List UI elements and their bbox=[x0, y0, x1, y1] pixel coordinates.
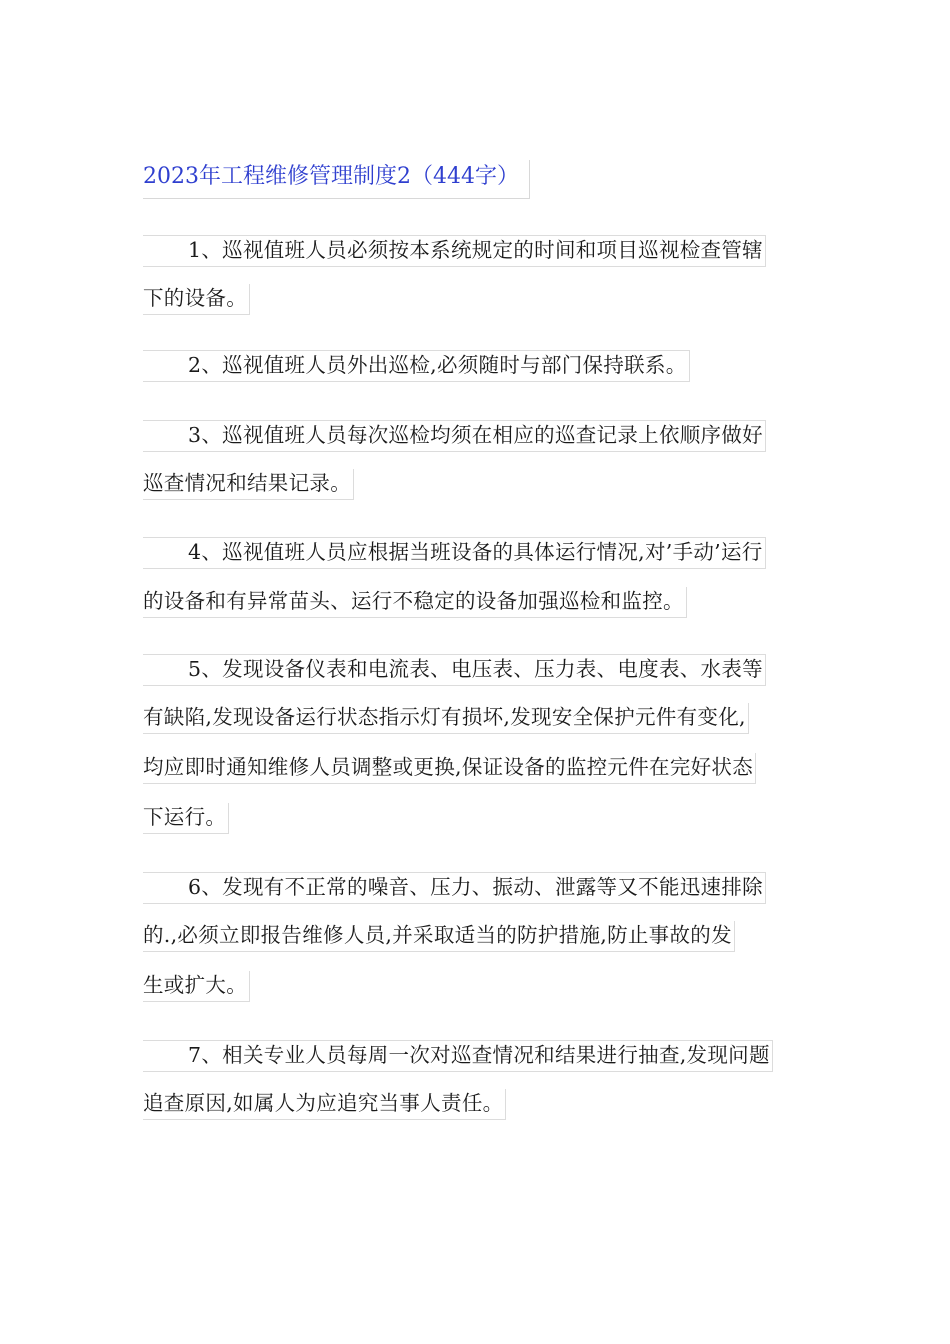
paragraph-3-line-1: 3、巡视值班人员每次巡检均须在相应的巡查记录上依顺序做好 bbox=[143, 420, 766, 452]
paragraph-7-line-1: 7、相关专业人员每周一次对巡查情况和结果进行抽查,发现问题 bbox=[143, 1040, 773, 1072]
paragraph-4-line-2: 的设备和有异常苗头、运行不稳定的设备加强巡检和监控。 bbox=[143, 587, 687, 618]
paragraph-7-line-2: 追查原因,如属人为应追究当事人责任。 bbox=[143, 1089, 506, 1120]
paragraph-1-line-2: 下的设备。 bbox=[143, 284, 250, 315]
paragraph-5-line-1: 5、发现设备仪表和电流表、电压表、压力表、电度表、水表等 bbox=[143, 654, 766, 686]
paragraph-6-line-1: 6、发现有不正常的噪音、压力、振动、泄露等又不能迅速排除 bbox=[143, 872, 766, 904]
paragraph-2-line-1: 2、巡视值班人员外出巡检,必须随时与部门保持联系。 bbox=[143, 350, 690, 382]
paragraph-6-line-2: 的.,必须立即报告维修人员,并采取适当的防护措施,防止事故的发 bbox=[143, 921, 735, 952]
document-title: 2023年工程维修管理制度2（444字） bbox=[143, 160, 530, 199]
paragraph-4-line-1: 4、巡视值班人员应根据当班设备的具体运行情况,对’手动’运行 bbox=[143, 537, 766, 569]
paragraph-3-line-2: 巡查情况和结果记录。 bbox=[143, 469, 354, 500]
paragraph-5-line-4: 下运行。 bbox=[143, 803, 229, 834]
paragraph-5-line-3: 均应即时通知维修人员调整或更换,保证设备的监控元件在完好状态 bbox=[143, 753, 756, 784]
paragraph-5-line-2: 有缺陷,发现设备运行状态指示灯有损坏,发现安全保护元件有变化, bbox=[143, 703, 749, 734]
paragraph-6-line-3: 生或扩大。 bbox=[143, 971, 250, 1002]
paragraph-1-line-1: 1、巡视值班人员必须按本系统规定的时间和项目巡视检查管辖 bbox=[143, 235, 766, 267]
